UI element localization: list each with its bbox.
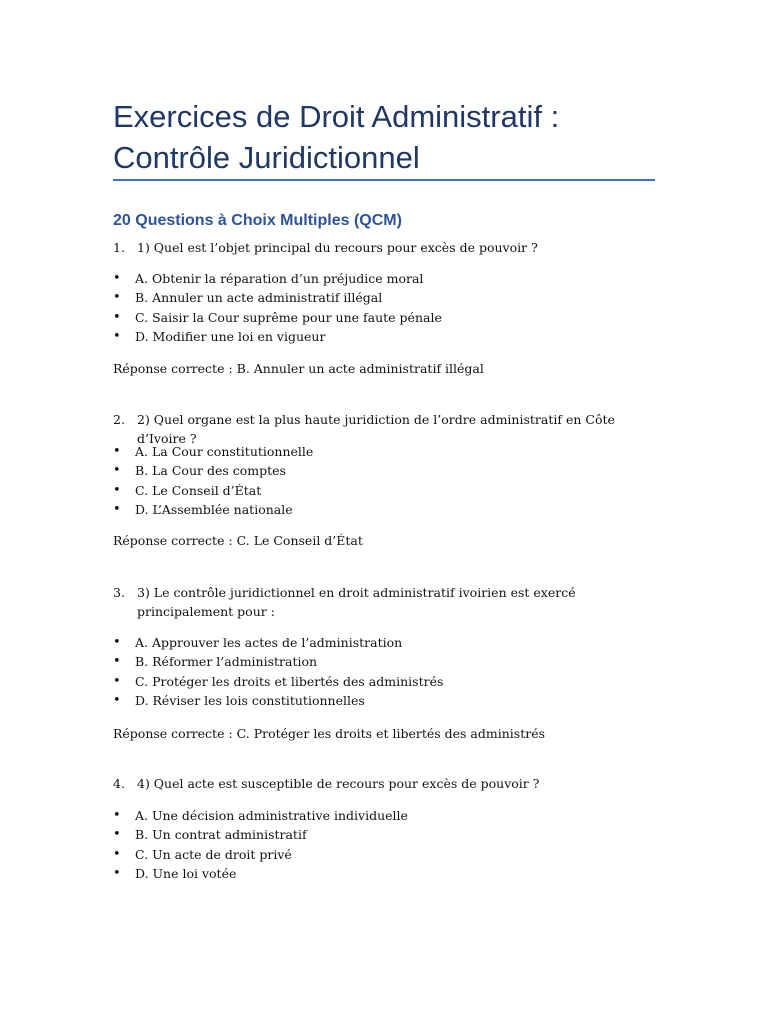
question-1 [113,238,653,257]
option-item [113,691,443,710]
option-item [113,825,408,844]
bullet-icon: • [113,827,121,843]
bullet-icon: • [113,463,121,479]
bullet-icon: • [113,673,121,689]
option-item [113,864,408,883]
section-heading: 20 Questions à Choix Multiples (QCM) [113,212,402,229]
option-text: A. Obtenir la réparation d’un préjudice moral [135,271,424,286]
bullet-icon: • [113,482,121,498]
option-text: C. Protéger les droits et libertés des administrés [135,673,444,689]
bullet-icon: • [113,808,121,823]
question-number: 4. [113,776,125,791]
option-item [113,652,443,671]
bullet-icon: • [113,328,121,344]
bullet-icon: • [113,635,121,650]
option-item [113,269,442,288]
option-text: A. Une décision administrative individuelle [135,808,408,823]
question-3 [113,583,653,621]
option-item [113,308,442,327]
option-item [113,481,313,500]
option-item [113,672,443,691]
option-text: D. Modifier une loi en vigueur [135,328,326,344]
bullet-icon: • [113,865,121,881]
question-number: 3. [113,585,125,600]
title-underline [113,179,655,181]
question-1-options [113,269,442,346]
question-text: 1) Quel est l’objet principal du recours pour excès de pouvoir ? [137,240,538,255]
answer-2: Réponse correcte : C. Le Conseil d’État [113,533,363,548]
bullet-icon: • [113,271,121,286]
option-text: C. Saisir la Cour suprême pour une faute pénale [135,309,442,325]
bullet-icon: • [113,692,121,708]
question-text: 4) Quel acte est susceptible de recours pour excès de pouvoir ? [137,776,540,791]
option-text: D. Une loi votée [135,865,237,881]
option-item [113,806,408,825]
option-item [113,633,443,652]
option-item [113,461,313,480]
option-text: C. Le Conseil d’État [135,482,262,498]
option-text: A. La Cour constitutionnelle [135,444,314,459]
question-4 [113,774,653,793]
question-number: 2. [113,412,125,427]
question-2-options [113,442,313,519]
option-text: B. Un contrat administratif [135,827,307,843]
bullet-icon: • [113,501,121,517]
question-text: 3) Le contrôle juridictionnel en droit administratif ivoirien est exercé principalement pour : [137,585,576,619]
option-text: B. La Cour des comptes [135,463,286,479]
option-text: C. Un acte de droit privé [135,846,292,862]
bullet-icon: • [113,654,121,670]
option-text: D. Réviser les lois constitutionnelles [135,692,365,708]
question-text: 2) Quel organe est la plus haute juridiction de l’ordre administratif en Côte d’Ivoire ? [137,412,615,446]
option-text: A. Approuver les actes de l’administration [135,635,403,650]
bullet-icon: • [113,309,121,325]
document-title: Exercices de Droit Administratif : Contrôle Juridictionnel [113,99,560,175]
bullet-icon: • [113,846,121,862]
option-item [113,845,408,864]
option-text: D. L’Assemblée nationale [135,501,293,517]
answer-3: Réponse correcte : C. Protéger les droits et libertés des administrés [113,726,546,741]
option-item [113,327,442,346]
question-3-options [113,633,443,710]
option-text: B. Réformer l’administration [135,654,318,670]
bullet-icon: • [113,444,121,459]
question-4-options [113,806,408,883]
bullet-icon: • [113,290,121,306]
question-number: 1. [113,240,125,255]
option-item [113,442,313,461]
answer-1: Réponse correcte : B. Annuler un acte administratif illégal [113,361,484,376]
option-item [113,500,313,519]
option-item [113,288,442,307]
option-text: B. Annuler un acte administratif illégal [135,290,383,306]
